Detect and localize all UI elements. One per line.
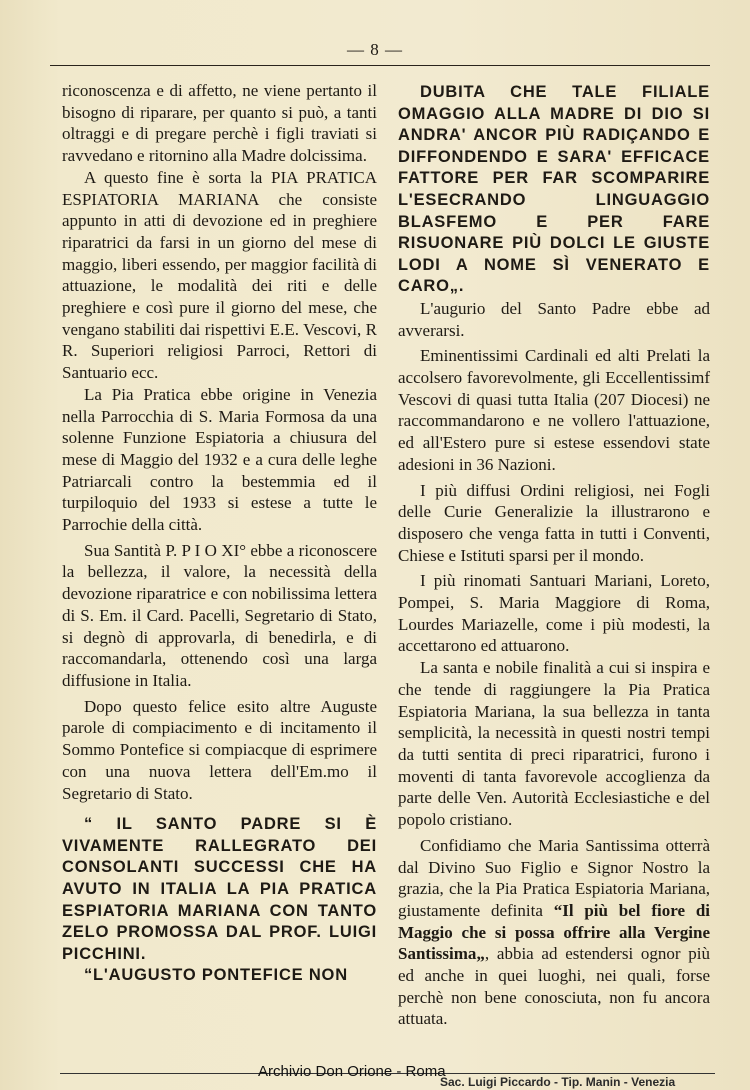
archive-watermark: Archivio Don Orione - Roma — [258, 1063, 446, 1080]
quoted-title: “Il più bel fiore di Maggio che si possa offrire alla Vergine Santissima„ — [398, 900, 710, 964]
printer-credit: Sac. Luigi Piccardo - Tip. Manin - Venezia — [440, 1075, 676, 1089]
papal-quote-continued: DUBITA CHE TALE FILIALE OMAGGIO ALLA MADRE DI DIO SI ANDRA' ANCOR PIÙ RADIÇANDO E DIFFONDENDO E SARA' EFFICACE FATTORE PER FAR SCOMPARIRE L'ESECRANDO LINGUAGGIO BLASFEMO E PER FARE RISUONARE PIÙ DOLCI LE GIUSTE LODI A NOME SÌ VENERATO E CARO„. — [398, 83, 710, 296]
header-rule — [50, 65, 710, 66]
paragraph: La santa e nobile finalità a cui si inspira e che tende di raggiungere la Pia Pratica Espiatoria Mariana, la sua bellezza in tanta semplicità, la necessità in questi nostri tempi da tutti sentita di preci riparatrici, furono i moventi di tanta favorevole accoglienza da parte delle Ven. Autorità Ecclesiastiche e del popolo cristiano. — [398, 658, 710, 830]
closing-text-start: Confidiamo che Maria Santissima otterrà dal Divino Suo Figlio e Signor Nostro la grazia, che la Pia Pratica Espiatoria Mariana, giustamente definita — [398, 835, 710, 920]
closing-text-end: , abbia ad estendersi ognor più ed anche in quei luoghi, nei quali, forse perchè non bene conosciuta, non fu ancora attuata. — [398, 944, 710, 1029]
paragraph: L'augurio del Santo Padre ebbe ad avverarsi. — [398, 298, 710, 340]
paragraph: Dopo questo felice esito altre Auguste parole di compiacimento e di incitamento il Sommo Pontefice si compiacque di esprimere con una nuova lettera dell'Em.mo il Segretario di Stato. — [62, 696, 377, 803]
paragraph: I più diffusi Ordini religiosi, nei Fogli delle Curie Generalizie la illustrarono e disposero che venga fatta in tutti i Conventi, Chiese e Istituti sparsi per il mondo. — [398, 480, 710, 565]
closing-paragraph — [398, 835, 710, 1030]
papal-quote: “ IL SANTO PADRE SI È VIVAMENTE RALLEGRATO DEI CONSOLANTI SUCCESSI CHE HA AVUTO IN ITALIA LA PIA PRATICA ESPIATORIA MARIANA CON TANTO ZELO PROMOSSA DAL PROF. LUIGI PICCHINI. — [62, 815, 377, 963]
paragraph: La Pia Pratica ebbe origine in Venezia nella Parrocchia di S. Maria Formosa da una solenne Funzione Espiatoria a chiusura del mese di Maggio del 1932 e a cura delle leghe Patriarcali contro la bestemmia ed il turpiloquio del 1933 si estese a tutte le Parrochie della città. — [62, 384, 377, 535]
right-column — [398, 82, 710, 1030]
paragraph: Sua Santità P. P I O XI° ebbe a riconoscere la bellezza, il valore, la necessità della devozione riparatrice e con nobilissima lettera di S. Em. il Card. Pacelli, Segretario di Stato, si degnò di approvarla, di benedirla, e di raccomandarla, ottenendo così una larga diffusione in Italia. — [62, 540, 377, 690]
paragraph: I più rinomati Santuari Mariani, Loreto, Pompei, S. Maria Maggiore di Roma, Lourdes Mariazelle, come i più modesti, la accettarono ed attuarono. — [398, 571, 710, 656]
left-column — [62, 80, 377, 987]
paragraph: riconoscenza e di affetto, ne viene pertanto il bisogno di riparare, per quanto si può, a tanti oltraggi e di pregare perchè i figli traviati si ravvedano e ritornino alla Madre dolcissima. — [62, 81, 377, 166]
paragraph: A questo fine è sorta la PIA PRATICA ESPIATORIA MARIANA che consiste appunto in atti di devozione ed in preghiere riparatrici da farsi in un giorno del mese di maggio, liberi essendo, per maggior facilità di attuazione, le modalità dei riti e delle preghiere e così pure il giorno del mese, che vengano stabiliti dai rispettivi E.E. Vescovi, R R. Superiori religiosi Parroci, Rettori di Santuario ecc. — [62, 167, 377, 383]
page-number: — 8 — — [347, 40, 403, 59]
papal-quote-2: “L'AUGUSTO PONTEFICE NON — [84, 966, 348, 985]
paragraph: Eminentissimi Cardinali ed alti Prelati la accolsero favorevolmente, gli Eccellentissimf Vescovi di quasi tutta Italia (207 Diocesi) ne raccommandarono e ne vollero l'attuazione, ed all'Estero pure si estese essendovi state adesioni in 36 Nazioni. — [398, 346, 710, 474]
